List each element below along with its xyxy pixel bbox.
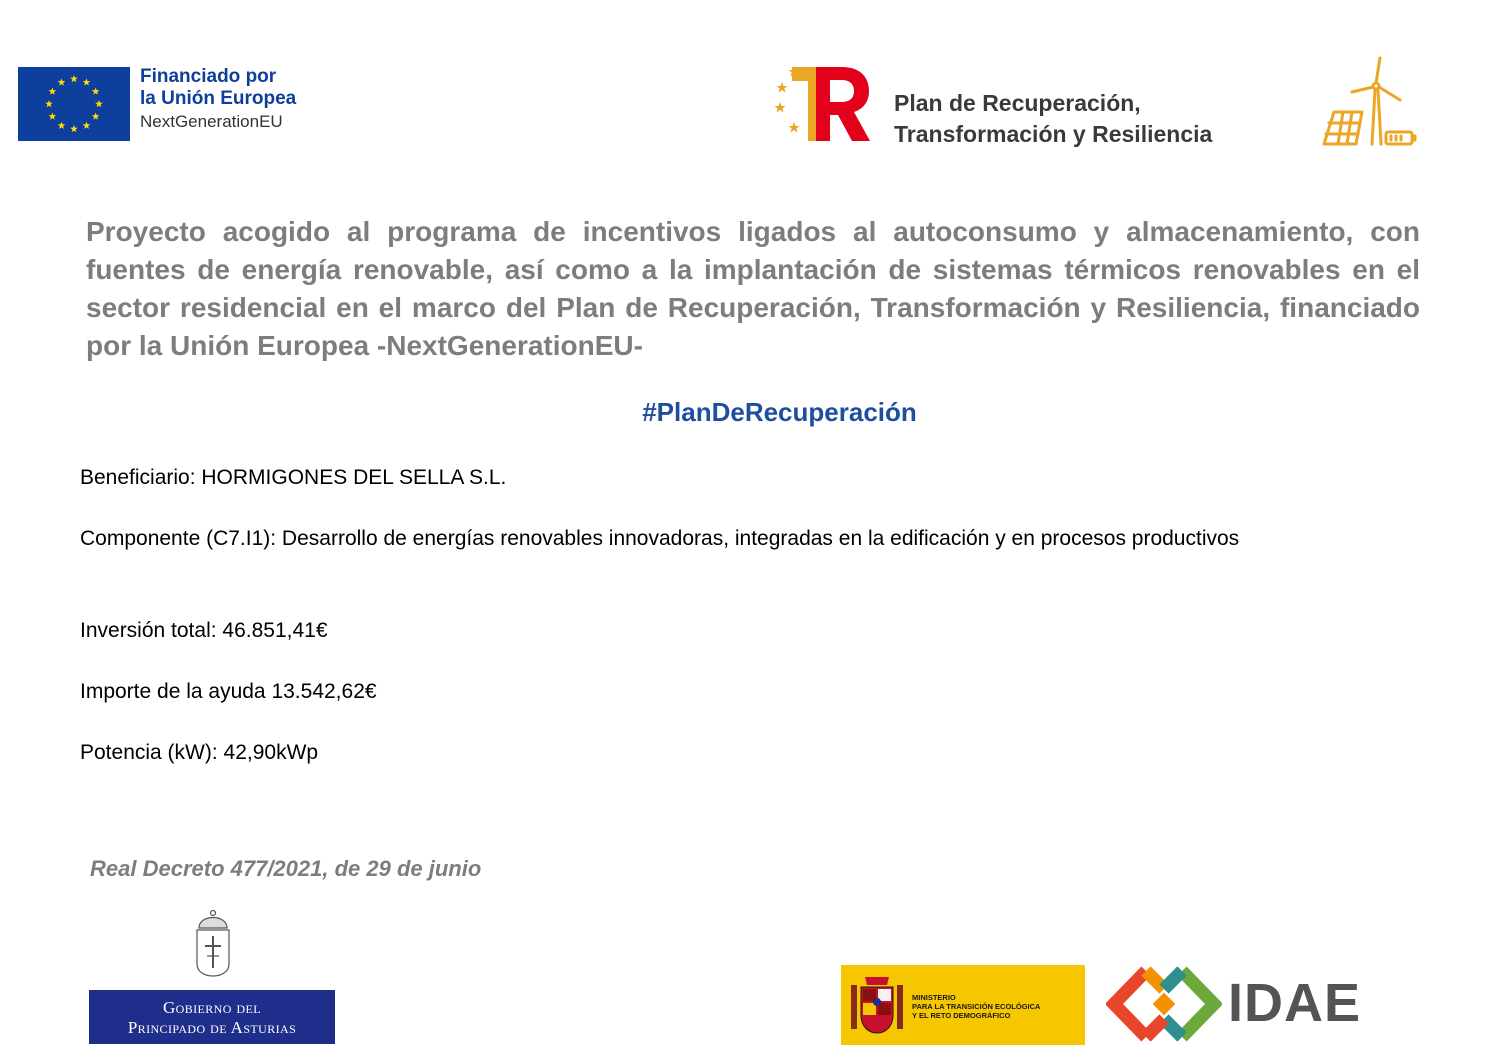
asturias-line2-text: Principado de Asturias — [127, 1018, 297, 1037]
eu-star-icon — [83, 78, 91, 85]
total-investment: Inversión total: 46.851,41€ — [80, 619, 328, 642]
eu-star-icon — [70, 125, 78, 132]
wind-solar-battery-icon — [1318, 56, 1418, 152]
eu-stars-icon — [18, 67, 130, 141]
eu-logo-line1: Financiado por — [140, 66, 277, 87]
eu-star-icon — [83, 122, 91, 129]
idae-logo-text: IDAE — [1228, 973, 1362, 1033]
eu-star-icon — [95, 100, 103, 107]
power: Potencia (kW): 42,90kWp — [80, 741, 319, 764]
eu-star-icon — [70, 75, 78, 82]
eu-logo-line3: NextGenerationEU — [140, 111, 283, 131]
program-description: Proyecto acogido al programa de incentivos ligados al autoconsumo y almacenamiento, con fuentes de energía renovable, así como a la implantación de sistemas térmicos renovables en el sector residencial en el marco del Plan de Recuperación, Transformación y Resiliencia, financiado por la Unión Europea -NextGenerationEU- — [86, 216, 1420, 361]
component: Componente (C7.I1): Desarrollo de energías renovables innovadoras, integradas en la edificación y en procesos productivos — [80, 527, 1240, 550]
asturias-line1 — [89, 999, 335, 1019]
eu-star-icon — [58, 122, 66, 129]
asturias-crest-icon — [193, 908, 233, 978]
prtr-logo-line2: Transformación y Resiliencia — [894, 120, 1213, 147]
prtr-logo-text — [894, 88, 1212, 149]
prtr-logo-mark — [772, 64, 872, 144]
idae-logo-mark — [1106, 963, 1222, 1045]
eu-star-icon — [49, 113, 57, 120]
ministerio-line1: MINISTERIO — [912, 993, 956, 1002]
eu-star-icon — [45, 100, 53, 107]
eu-star-icon — [92, 88, 100, 95]
ministerio-text — [912, 993, 1040, 1020]
prtr-logo-line1: Plan de Recuperación, — [894, 90, 1141, 116]
eu-flag — [18, 67, 130, 141]
ministerio-line2: PARA LA TRANSICIÓN ECOLÓGICA — [912, 1002, 1041, 1011]
royal-decree: Real Decreto 477/2021, de 29 de junio — [90, 856, 482, 881]
asturias-line1-text: Gobierno del — [163, 998, 261, 1017]
spain-coat-of-arms-icon — [849, 975, 905, 1037]
beneficiary: Beneficiario: HORMIGONES DEL SELLA S.L. — [80, 466, 507, 489]
hashtag: #PlanDeRecuperación — [642, 397, 917, 427]
eu-star-icon — [92, 113, 100, 120]
asturias-line2 — [89, 1019, 335, 1039]
aid-amount: Importe de la ayuda 13.542,62€ — [80, 680, 377, 703]
asturias-government-logo — [89, 990, 335, 1044]
eu-star-icon — [49, 88, 57, 95]
eu-logo-line2: la Unión Europea — [140, 87, 297, 109]
eu-logo-text — [140, 66, 296, 131]
ministerio-line3: Y EL RETO DEMOGRÁFICO — [912, 1011, 1011, 1020]
eu-star-icon — [58, 78, 66, 85]
